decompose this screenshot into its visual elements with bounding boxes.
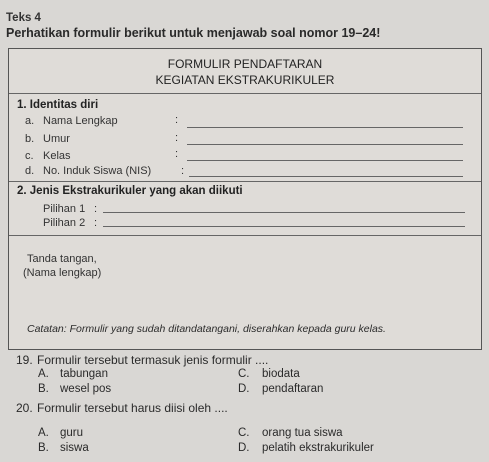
option-text[interactable]: wesel pos <box>60 383 112 395</box>
field-label-class: Kelas <box>43 150 71 162</box>
form-note: Catatan: Formulir yang sudah ditandatangani, diserahkan kepada guru kelas. <box>27 323 386 335</box>
field-label-age: Umur <box>43 133 70 145</box>
form-divider <box>9 181 481 182</box>
choice-colon: : <box>94 203 98 215</box>
field-colon: : <box>175 114 179 126</box>
option-text[interactable]: pelatih ekstrakurikuler <box>262 442 374 454</box>
option-letter: A. <box>38 368 49 380</box>
field-label-full-name: Nama Lengkap <box>43 115 118 127</box>
option-letter: A. <box>38 427 49 439</box>
option-text[interactable]: guru <box>60 427 84 439</box>
section-extracurricular-heading: 2. Jenis Ekstrakurikuler yang akan diikuti <box>17 185 243 197</box>
form-title-line2: KEGIATAN EKSTRAKURIKULER <box>155 73 335 87</box>
option-letter: D. <box>238 442 250 454</box>
field-colon: : <box>175 132 179 144</box>
form-divider <box>9 93 481 94</box>
nis-line[interactable] <box>189 176 463 177</box>
form-title-line1: FORMULIR PENDAFTARAN <box>167 57 323 71</box>
option-letter: D. <box>238 383 250 395</box>
age-line[interactable] <box>187 144 463 145</box>
text-label: Teks 4 <box>6 12 41 24</box>
field-label-nis: No. Induk Siswa (NIS) <box>43 165 152 177</box>
form-divider <box>9 235 481 236</box>
question-text: Formulir tersebut termasuk jenis formulir .... <box>37 353 269 367</box>
option-text[interactable]: biodata <box>262 368 300 380</box>
option-text[interactable]: orang tua siswa <box>262 427 343 439</box>
field-letter: c. <box>25 150 34 162</box>
full-name-line[interactable] <box>187 127 463 128</box>
option-letter: B. <box>38 442 49 454</box>
field-colon: : <box>181 165 185 177</box>
field-colon: : <box>175 148 179 160</box>
signature-label: Tanda tangan, <box>27 253 97 265</box>
question-text: Formulir tersebut harus diisi oleh .... <box>37 401 228 415</box>
field-letter: b. <box>25 133 35 145</box>
option-text[interactable]: tabungan <box>60 368 108 380</box>
choice-2-line[interactable] <box>103 226 465 227</box>
field-letter: d. <box>25 165 35 177</box>
field-letter: a. <box>25 115 35 127</box>
choice-colon: : <box>94 217 98 229</box>
question-number: 19. <box>16 353 33 367</box>
registration-form <box>8 48 482 350</box>
choice-1-line[interactable] <box>103 212 465 213</box>
choice-label-2: Pilihan 2 <box>43 217 86 229</box>
instruction-text: Perhatikan formulir berikut untuk menjawab soal nomor 19–24! <box>6 26 381 40</box>
signature-name: (Nama lengkap) <box>23 267 102 279</box>
option-letter: B. <box>38 383 49 395</box>
option-text[interactable]: siswa <box>60 442 89 454</box>
question-number: 20. <box>16 401 33 415</box>
option-letter: C. <box>238 427 250 439</box>
section-identity-heading: 1. Identitas diri <box>17 99 99 111</box>
option-text[interactable]: pendaftaran <box>262 383 324 395</box>
option-letter: C. <box>238 368 250 380</box>
choice-label-1: Pilihan 1 <box>43 203 86 215</box>
class-line[interactable] <box>187 160 463 161</box>
